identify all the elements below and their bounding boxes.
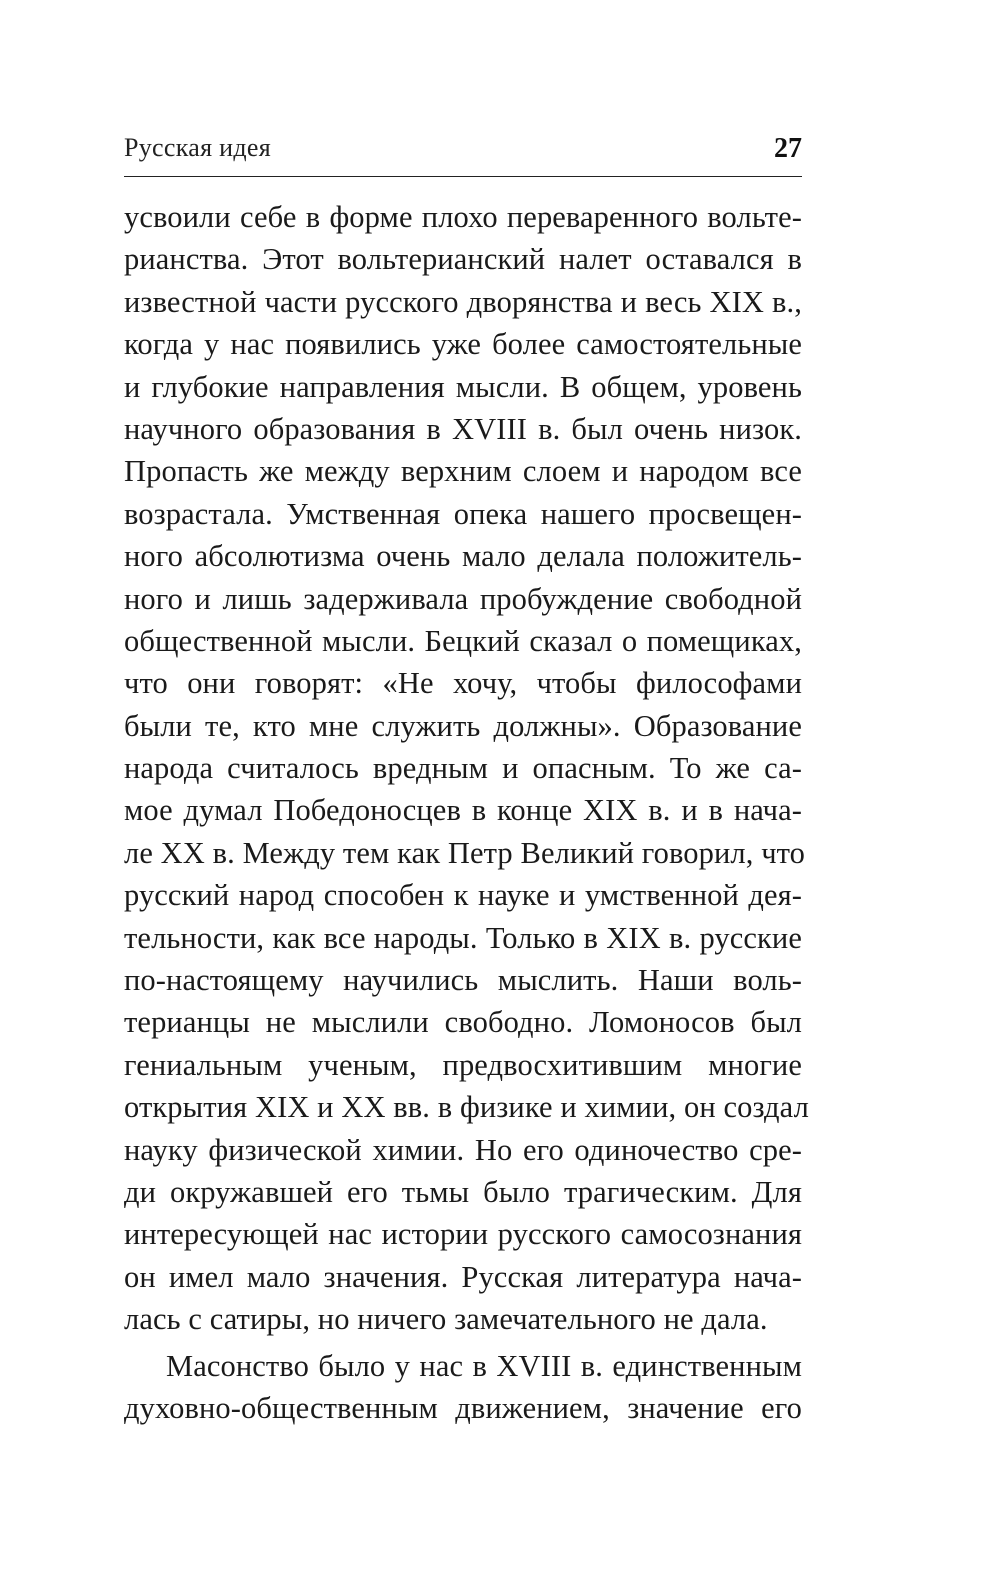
text-line: гениальным ученым, предвосхитившим многие [124, 1047, 802, 1082]
body-text [124, 196, 809, 1429]
text-line: открытия XIX и XX вв. в физике и химии, он создал [124, 1090, 809, 1125]
text-line: ного и лишь задерживала пробуждение свободной [124, 581, 802, 616]
text-line: терианцы не мыслили свободно. Ломоносов был [124, 1005, 802, 1040]
text-line: когда у нас появились уже более самостоятельные [124, 327, 802, 362]
text-line: научного образования в XVIII в. был очень низок. [124, 411, 802, 446]
text-line: известной части русского дворянства и весь XIX в., [124, 284, 802, 319]
running-title: Русская идея [124, 133, 272, 162]
text-line: и глубокие направления мысли. В общем, уровень [124, 369, 802, 404]
paragraph [124, 1345, 802, 1430]
text-line: рианства. Этот вольтерианский налет оставался в [124, 242, 802, 277]
text-line: ле XX в. Между тем как Петр Великий говорил, что [124, 835, 806, 870]
text-line: науку физической химии. Но его одиночество сре- [124, 1132, 802, 1167]
text-line: усвоили себе в форме плохо переваренного вольте- [124, 200, 802, 234]
text-line: мое думал Победоносцев в конце XIX в. и в нача- [124, 793, 802, 828]
page-number: 27 [774, 133, 802, 164]
text-line: ного абсолютизма очень мало делала положитель- [124, 539, 802, 574]
header-rule [124, 176, 802, 177]
text-line: возрастала. Умственная опека нашего просвещен- [124, 496, 802, 531]
text-line: русский народ способен к науке и умственной дея- [124, 878, 802, 913]
text-line: он имел мало значения. Русская литература нача- [124, 1259, 802, 1294]
text-line: духовно-общественным движением, значение его [124, 1390, 802, 1425]
text-line: интересующей нас истории русского самосознания [124, 1217, 802, 1252]
text-line: ди окружавшей его тьмы было трагическим. Для [124, 1174, 802, 1209]
text-line: были те, кто мне служить должны». Образование [124, 708, 802, 743]
text-line: Масонство было у нас в XVIII в. единственным [166, 1348, 802, 1383]
text-line: народа считалось вредным и опасным. То же са- [124, 751, 802, 786]
running-header [124, 133, 802, 173]
text-line: Пропасть же между верхним слоем и народом все [124, 454, 802, 489]
paragraph [124, 196, 809, 1341]
text-line: лась с сатиры, но ничего замечательного не дала. [124, 1302, 768, 1337]
text-line: по-настоящему научились мыслить. Наши воль- [124, 963, 802, 998]
text-line: общественной мысли. Бецкий сказал о помещиках, [124, 623, 802, 658]
text-line: что они говорят: «Не хочу, чтобы философами [124, 666, 802, 701]
text-line: тельности, как все народы. Только в XIX в. русские [124, 920, 802, 955]
